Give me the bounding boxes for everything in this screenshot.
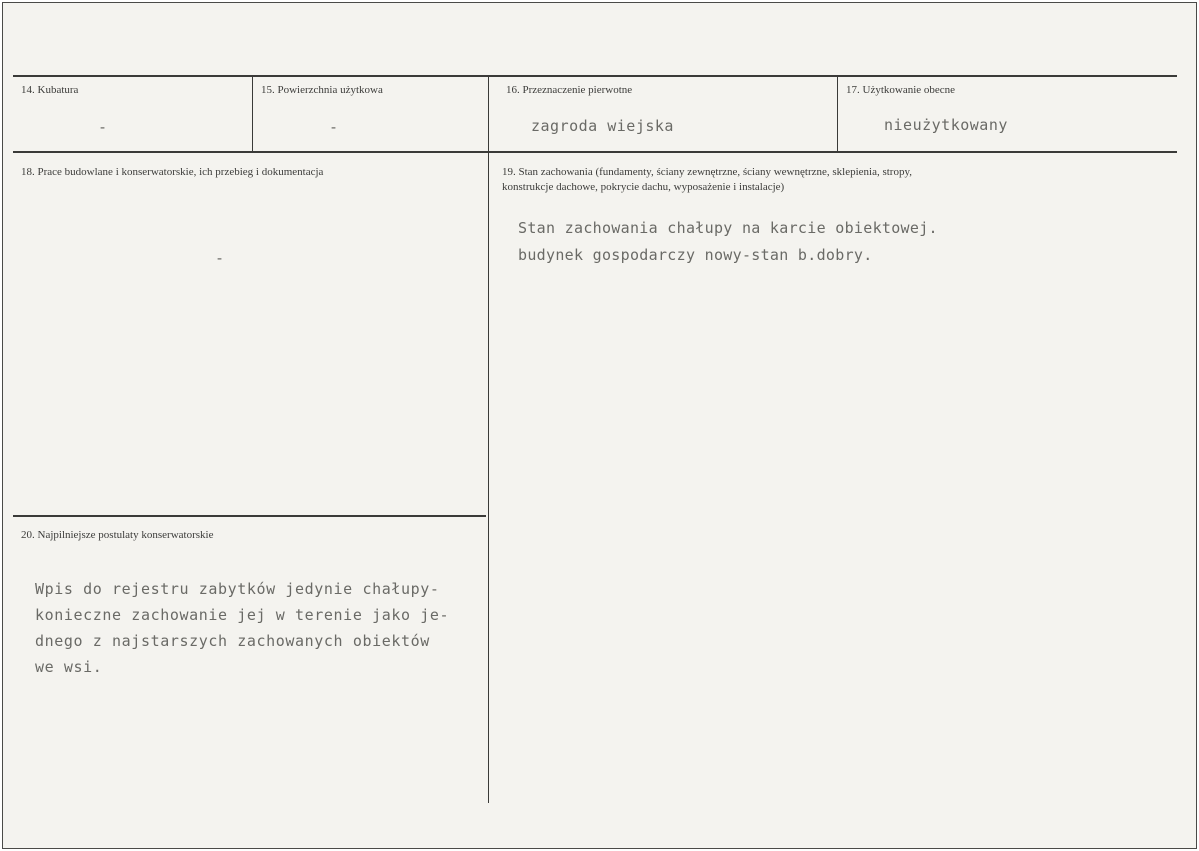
section-20-rule <box>13 515 486 517</box>
divider-14-15 <box>252 75 253 152</box>
field-20-line-3: dnego z najstarszych zachowanych obiektów <box>35 632 430 650</box>
top-rule <box>13 75 1177 77</box>
field-16-label: 16. Przeznaczenie pierwotne <box>506 84 633 96</box>
field-15-value: - <box>329 118 339 136</box>
field-18-value: - <box>215 249 225 267</box>
field-20-text <box>35 576 449 680</box>
form-sheet <box>2 2 1197 849</box>
field-14-value: - <box>98 118 108 136</box>
field-18-label: 18. Prace budowlane i konserwatorskie, ich przebieg i dokumentacja <box>21 166 324 178</box>
middle-rule <box>13 151 1177 153</box>
field-20-label: 20. Najpilniejsze postulaty konserwatorskie <box>21 529 214 541</box>
divider-15-16 <box>488 75 489 803</box>
field-15-label: 15. Powierzchnia użytkowa <box>261 84 383 96</box>
field-20-line-1: Wpis do rejestru zabytków jedynie chałupy- <box>35 580 440 598</box>
field-17-label: 17. Użytkowanie obecne <box>846 84 956 96</box>
divider-16-17 <box>837 75 838 152</box>
field-20-line-4: we wsi. <box>35 658 103 676</box>
field-19-line-1: Stan zachowania chałupy na karcie obiektowej. <box>518 219 938 237</box>
field-19-line-2: budynek gospodarczy nowy-stan b.dobry. <box>518 246 873 264</box>
field-20-line-2: konieczne zachowanie jej w terenie jako je- <box>35 606 450 624</box>
field-19-label-line-1: 19. Stan zachowania (fundamenty, ściany zewnętrzne, ściany wewnętrzne, sklepienia, stropy, <box>502 166 913 178</box>
field-16-value: zagroda wiejska <box>531 117 674 135</box>
field-19-text <box>518 215 938 269</box>
field-17-value: nieużytkowany <box>884 116 1008 134</box>
field-19-label-line-2: konstrukcje dachowe, pokrycie dachu, wyposażenie i instalacje) <box>502 181 785 193</box>
field-14-label: 14. Kubatura <box>21 84 79 96</box>
